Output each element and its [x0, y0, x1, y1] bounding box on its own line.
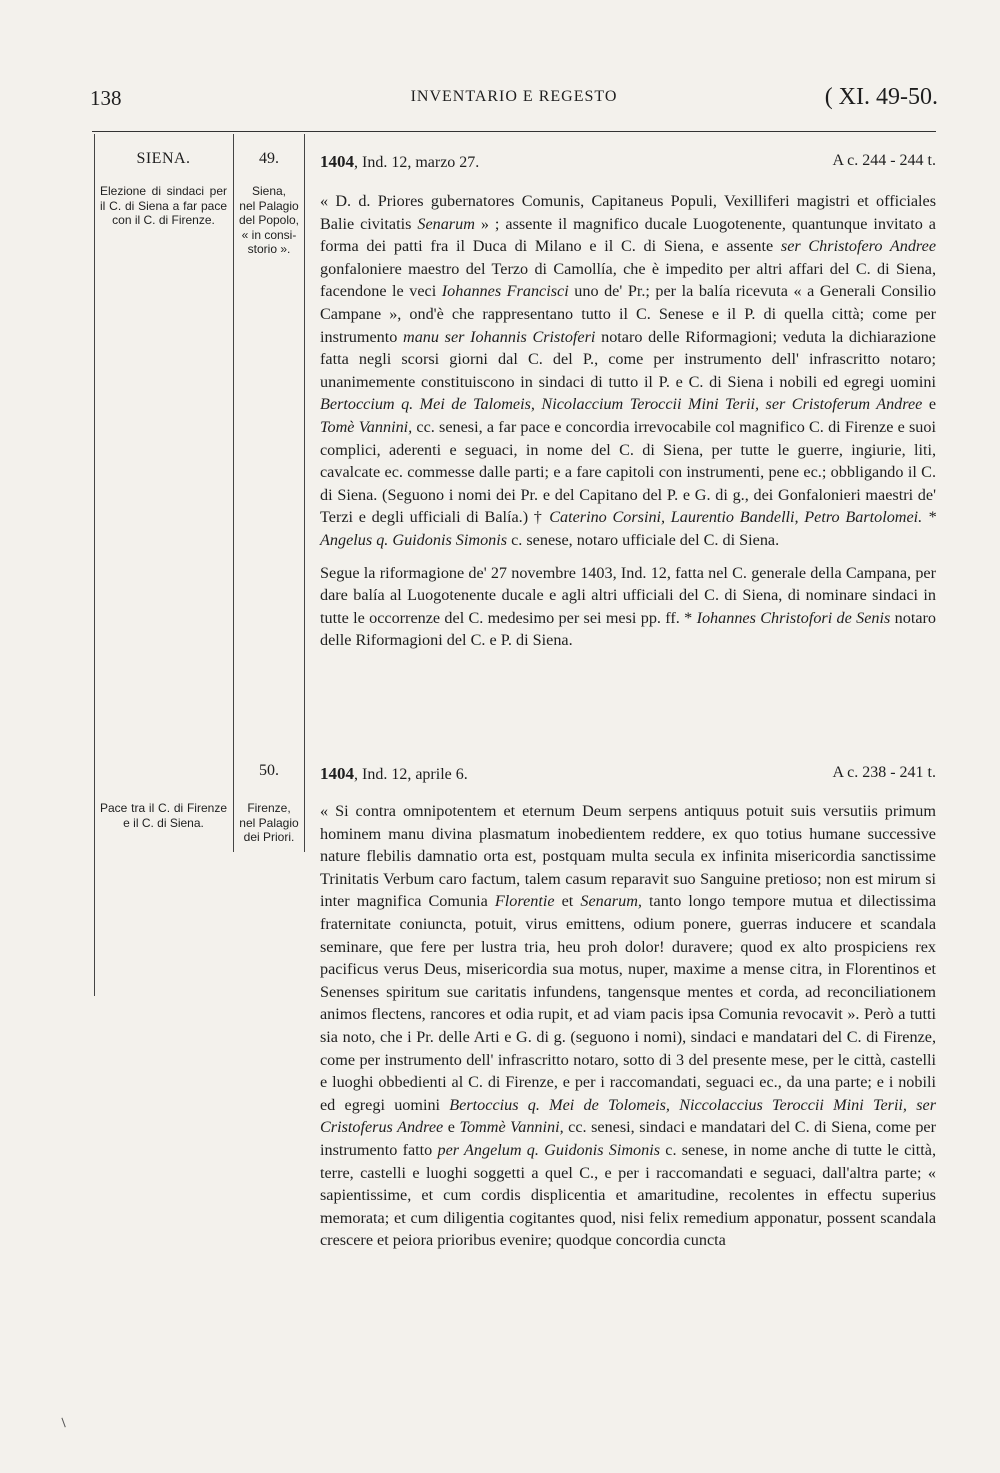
section-reference: ( XI. 49-50.	[824, 84, 938, 110]
entry-heading	[320, 152, 936, 174]
page-number: 138	[90, 86, 122, 110]
location-line: Siena,	[251, 184, 287, 198]
text-run-italic: Senarum	[417, 214, 475, 233]
entry-year: 1404	[320, 152, 354, 171]
text-run: e	[443, 1118, 460, 1137]
location-line: nel Palagio	[239, 815, 299, 830]
text-run: « Si contra omnipotentem et eternum Deum serpens antiquus potuit suis versutiis primum hominem manu divina plasmatum inobedientem reddere, ex quo totius humane successive nature flebilis damnatio orta est, postquam multa secula ex infinita misericordia sanctissime Trinitatis Verbum caro factum, talem casum reparavit suo Sanguine pretioso; non est mirum si inter magnifica Comunia	[320, 802, 936, 911]
location-line: « in consi-	[241, 227, 297, 242]
text-run: c. senese, in nome anche di tutte le città, terre, castelli e luoghi soggetti a quel C., e per i raccomandati e seguaci, dall'altra parte; « sapientissime, et cum cordis displicentia et amaritudine, recolentes in effectu superius memorata; et cum diligentia cogitantes quod, nisi felix remedium apponatur, possent scandala crescere et peiora prioribus evenire; quodque concordia cuncta	[320, 1140, 936, 1250]
text-run: notaro delle Riformagioni; veduta la dichiarazione fatta negli scorsi giorni dal C. del P., come per instrumento dell' infrascritto notaro; unanimemente constituiscono in sindaci di tutto il P. e C. di Siena i nobili ed egregi uomini	[320, 327, 936, 391]
text-run-italic: Tommè Vannini,	[459, 1118, 564, 1137]
text-run-italic: Florentie	[494, 892, 555, 911]
entry-paragraph	[320, 800, 936, 1252]
text-run-italic: Iohannes Christofori de Senis	[696, 608, 891, 627]
location-line: storio ».	[247, 242, 291, 257]
text-run-italic: manu ser Iohannis Cristoferi	[403, 327, 596, 346]
column-rule-right	[304, 134, 305, 852]
entry-location	[234, 184, 304, 257]
entry-subject: Pace tra il C. di Firenze e il C. di Siena.	[100, 801, 227, 830]
entry-50-location	[234, 801, 304, 845]
entry-49-location	[234, 150, 304, 257]
entry-paragraph	[320, 190, 936, 552]
column-rule-left	[94, 134, 95, 996]
location-line: dei Priori.	[243, 830, 295, 845]
header-rule	[92, 131, 936, 132]
entry-folio: A c. 238 - 241 t.	[832, 764, 936, 781]
text-run-italic: Senarum,	[580, 892, 642, 911]
text-run: « D. d. Priores gubernatores Comunis, Capitaneus Populi, Vexilliferi magistri et officiales Balie civitatis	[320, 192, 936, 233]
entry-folio: A c. 244 - 244 t.	[832, 152, 936, 169]
entry-50-text	[320, 764, 936, 1252]
location-line: del Popolo,	[238, 213, 300, 228]
location-line: Firenze,	[247, 801, 291, 815]
text-run-italic: per Angelum q. Guidonis Simonis	[437, 1140, 661, 1159]
entry-number: 49.	[259, 150, 279, 167]
text-run: cc. senesi, sindaci e mandatari del C. di Siena, come per instrumento fatto	[320, 1118, 937, 1159]
entry-heading	[320, 764, 936, 786]
text-run: gonfaloniere maestro del Terzo di Camollía, che è impedito per altri affari del C. di Siena, facendone le veci	[320, 259, 936, 301]
location-line: nel Palagio	[239, 198, 299, 213]
entry-subject: Elezione di sindaci per il C. di Siena a far pace con il C. di Firenze.	[100, 184, 227, 228]
text-run: Segue la riformagione de' 27 novembre 1403, Ind. 12, fatta nel C. generale della Campana, per dare balía al Luogotenente ducale e agli altri ufficiali del C. di Siena, di nominare sindaci in tutte le occorrenze del C. medesimo per sei mesi pp. ff. *	[320, 563, 936, 627]
text-run: tanto longo tempore mutua et dilectissima fraternitate coniuncta, potuit, virus emittens, odium ponere, guerras inducere et scandala seminare, que fere per lustra tria, heu proh dolor! duravere; quod ex alto prospiciens rex pacificus verus Deus, misericordia sua motus, nuper, maxime a mense citra, in Florentinos et Senenses spiritum sue caritatis infundens, tangensque mentes et corda, ad reconciliationem animos flectens, rancores et odia rupit, et ad viam pacis ipsa Comunia revocavit ». Però a tutti sia noto, che i Pr. delle Arti e G. di g. (seguono i nomi), sindaci e mandatari del C. di Firenze, come per instrumento dell' infrascritto notaro, sotto di 3 del presente mese, per le città, castelli e luoghi obbedienti al C. di Firenze, e per i raccomandati, seguaci ec., da una parte; e i nobili ed egregi uomini	[320, 892, 937, 1114]
text-run-italic: Caterino Corsini, Laurentio Bandelli, Petro Bartolomei. * Angelus q. Guidonis Simonis	[320, 508, 936, 549]
entry-date: , Ind. 12, marzo 27.	[354, 154, 480, 171]
entry-place: SIENA.	[136, 150, 191, 167]
text-run: » ; assente il magnifico ducale Luogotenente, quantunque invitato a forma dei patti fra il Duca di Milano e il C. di Siena, e assente	[320, 214, 936, 256]
text-run-italic: Bertoccius q. Mei de Tolomeis, Niccolaccius Teroccii Mini Terii, ser Cristoferus Andree	[320, 1095, 936, 1137]
entry-49-margin	[96, 150, 231, 228]
text-run: c. senese, notaro ufficiale del C. di Siena.	[507, 530, 780, 549]
page-header	[90, 86, 938, 116]
entry-date: , Ind. 12, aprile 6.	[354, 766, 468, 783]
margin-mark	[61, 1417, 68, 1428]
text-run: uno de' Pr.; per la balía ricevuta « a Generali Consilio Campane », ond'è che rappresentano tutto il C. Senese e il P. di quella città; come per instrumento	[320, 282, 936, 346]
text-run: et	[554, 892, 581, 911]
entry-50-number	[234, 762, 304, 780]
text-run-italic: Tomè Vannini,	[320, 417, 413, 436]
running-title: INVENTARIO E REGESTO	[410, 88, 618, 105]
entry-number: 50.	[259, 762, 279, 779]
text-run-italic: Iohannes Francisci	[441, 282, 569, 301]
entry-50-margin	[96, 801, 231, 830]
entry-49-text	[320, 152, 936, 652]
entry-location	[234, 801, 304, 845]
entry-year: 1404	[320, 764, 354, 783]
text-run: e	[922, 395, 937, 414]
text-run: cc. senesi, a far pace e concordia irrevocabile col magnifico C. di Firenze e suoi complici, aderenti e seguaci, in nome del C. di Siena, per tutte le guerre, ingiurie, liti, cavalcate ec. commesse dalle parti; e a fare capitoli con instrumenti, pene ec.; obbligando il C. di Siena. (Seguono i nomi dei Pr. e del Capitano del P. e G. di g., dei Gonfalonieri maestri de' Terzi e degli ufficiali di Balía.) †	[320, 417, 936, 527]
entry-paragraph	[320, 562, 936, 652]
text-run: notaro delle Riformagioni del C. e P. di Siena.	[320, 608, 936, 650]
text-run-italic: Bertoccium q. Mei de Talomeis, Nicolaccium Teroccii Mini Terii, ser Cristoferum Andree	[320, 395, 923, 414]
text-run-italic: ser Christofero Andree	[780, 237, 937, 256]
